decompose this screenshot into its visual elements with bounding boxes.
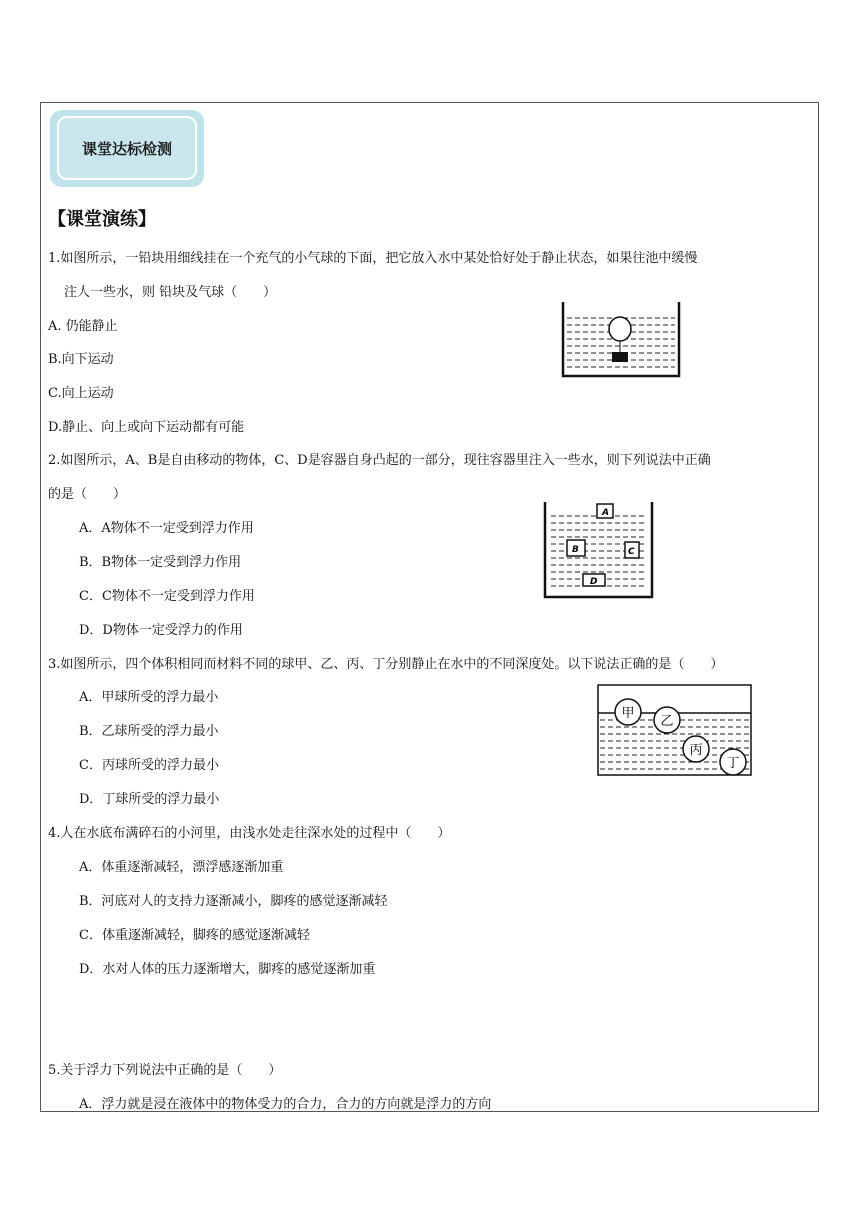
question-2-option-d: D．D物体一定受浮力的作用	[79, 623, 243, 638]
question-3-option-b: B．乙球所受的浮力最小	[79, 724, 219, 739]
question-4-option-a: A．体重逐渐减轻，漂浮感逐渐加重	[79, 860, 284, 875]
ball-jia-label: 甲	[621, 706, 635, 721]
block-b-label: B	[572, 545, 579, 555]
ball-bing-label: 丙	[689, 743, 703, 758]
question-3-option-a: A．甲球所受的浮力最小	[79, 690, 219, 705]
question-2-option-a: A．A物体不一定受到浮力作用	[79, 521, 254, 536]
block-d-label: D	[590, 577, 598, 587]
question-5-option-a: A．浮力就是浸在液体中的物体受力的合力，合力的方向就是浮力的方向	[79, 1097, 492, 1112]
block-c-label: C	[628, 547, 635, 557]
container-figure	[541, 500, 657, 600]
question-2-option-b: B．B物体一定受到浮力作用	[79, 555, 242, 570]
question-3-stem: 3.如图所示，四个体积相同而材料不同的球甲、乙、丙、丁分别静止在水中的不同深度处。以下说法正确的是（ ）	[48, 657, 724, 672]
question-4-option-d: D．水对人体的压力逐渐增大，脚疼的感觉逐渐加重	[79, 962, 376, 977]
ball-yi-label: 乙	[660, 714, 674, 729]
question-1-option-c: C.向上运动	[48, 386, 114, 401]
question-2-stem-cont: 的是（ ）	[48, 487, 127, 502]
question-5-stem: 5.关于浮力下列说法中正确的是（ ）	[48, 1063, 282, 1078]
question-1-option-b: B.向下运动	[48, 352, 114, 367]
question-2-option-c: C．C物体不一定受到浮力作用	[79, 589, 255, 604]
block-a-label: A	[602, 508, 609, 518]
balls-figure	[596, 683, 754, 778]
question-1-option-a: A. 仍能静止	[48, 319, 118, 334]
question-1-stem-cont: 注人一些水，则 铅块及气球（ ）	[64, 285, 277, 300]
balloon-tank-figure	[558, 300, 684, 380]
ball-ding-label: 丁	[726, 756, 740, 771]
section-badge-label: 课堂达标检测	[57, 116, 197, 180]
question-1-stem: 1.如图所示，一铅块用细线挂在一个充气的小气球的下面，把它放入水中某处恰好处于静止状态，如果往池中缓慢	[48, 251, 698, 266]
section-title: 【课堂演练】	[48, 209, 156, 230]
question-2-stem: 2.如图所示，A、B是自由移动的物体，C、D是容器自身凸起的一部分，现往容器里注入一些水，则下列说法中正确	[48, 453, 711, 468]
question-4-option-c: C．体重逐渐减轻，脚疼的感觉逐渐减轻	[79, 928, 310, 943]
question-1-option-d: D.静止、向上或向下运动都有可能	[48, 420, 245, 435]
question-4-stem: 4.人在水底布满碎石的小河里，由浅水处走往深水处的过程中（ ）	[48, 826, 451, 841]
question-3-option-c: C．丙球所受的浮力最小	[79, 758, 219, 773]
question-4-option-b: B．河底对人的支持力逐渐减小，脚疼的感觉逐渐减轻	[79, 894, 388, 909]
question-3-option-d: D．丁球所受的浮力最小	[79, 792, 220, 807]
